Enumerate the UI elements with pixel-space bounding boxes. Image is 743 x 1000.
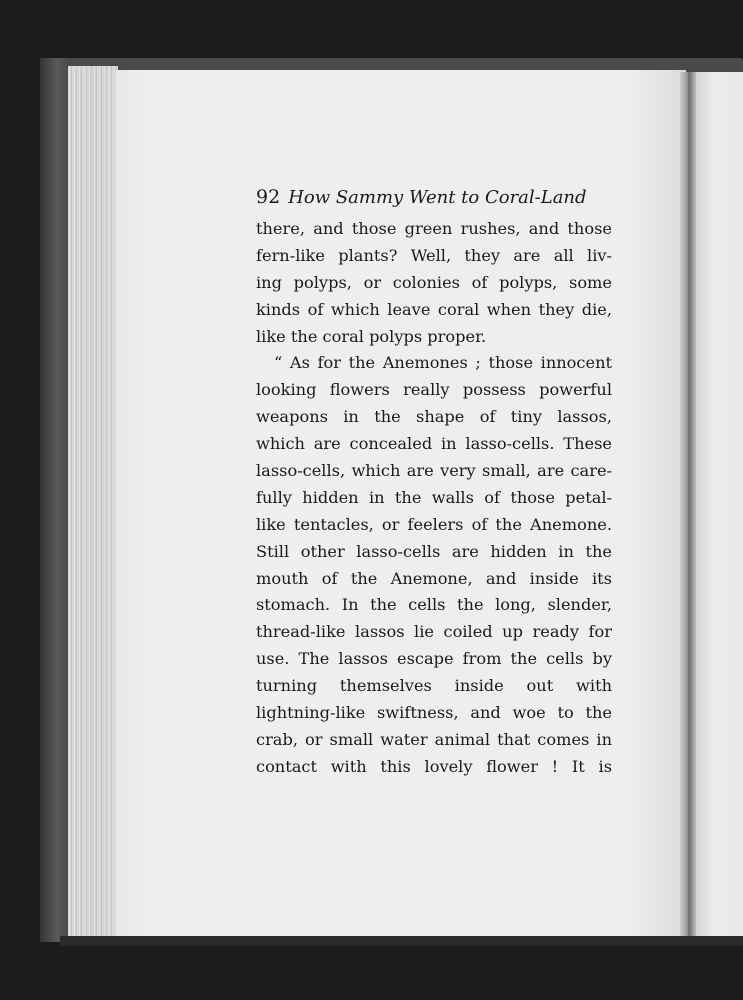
text-line: there, and those green rushes, and those xyxy=(256,219,612,238)
text-line: which are concealed in lasso-cells. These xyxy=(256,434,612,454)
text-line: stomach. In the cells the long, slender, xyxy=(256,595,612,615)
text-line: kinds of which leave coral when they die, xyxy=(256,299,612,319)
text-line: like the coral polyps proper. xyxy=(256,326,487,346)
running-head-title: How Sammy Went to Coral-Land xyxy=(288,187,587,208)
text-line: ing polyps, or colonies of polyps, some xyxy=(256,272,612,292)
text-line: like tentacles, or feelers of the Anemone. xyxy=(256,514,612,534)
book-gutter xyxy=(680,72,696,938)
text-line: turning themselves inside out with xyxy=(256,676,612,696)
paragraph xyxy=(256,216,612,350)
page-edges xyxy=(68,66,118,936)
text-line: looking flowers really possess powerful xyxy=(256,380,612,400)
running-head xyxy=(256,182,612,212)
text-line: contact with this lovely flower ! It is xyxy=(256,756,612,776)
paragraph xyxy=(256,350,612,780)
text-line: weapons in the shape of tiny lassos, xyxy=(256,407,612,427)
facing-page-edge xyxy=(696,72,743,938)
cover-bottom-edge xyxy=(60,936,743,946)
cover-spine-edge xyxy=(40,58,68,942)
page-text xyxy=(256,182,612,781)
text-line: fern-like plants? Well, they are all liv- xyxy=(256,245,612,265)
text-line: lasso-cells, which are very small, are care- xyxy=(256,461,612,481)
text-line: lightning-like swiftness, and woe to the xyxy=(256,703,612,723)
text-line: “ As for the Anemones ; those innocent xyxy=(274,353,612,373)
text-line: Still other lasso-cells are hidden in the xyxy=(256,541,612,561)
text-line: crab, or small water animal that comes in xyxy=(256,729,612,749)
page-number: 92 xyxy=(256,186,281,208)
text-line: thread-like lassos lie coiled up ready for xyxy=(256,622,612,642)
text-line: use. The lassos escape from the cells by xyxy=(256,649,612,669)
text-line: fully hidden in the walls of those petal- xyxy=(256,487,612,507)
text-line: mouth of the Anemone, and inside its xyxy=(256,568,612,588)
